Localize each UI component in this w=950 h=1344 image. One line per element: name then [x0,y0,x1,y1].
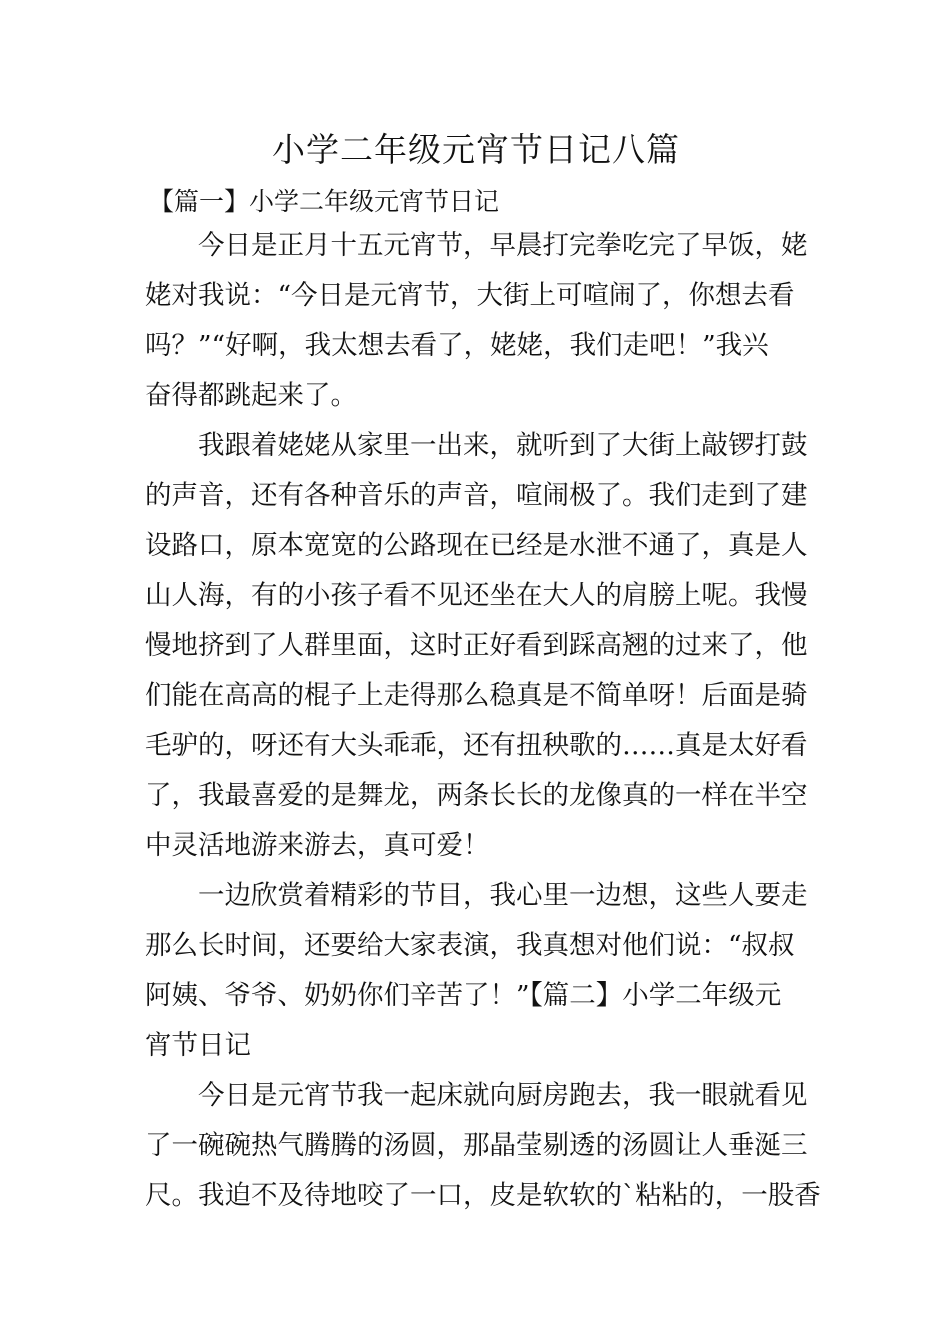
paragraph-line: 我跟着姥姥从家里一出来，就听到了大街上敲锣打鼓 [198,430,808,461]
document-page [145,118,821,1221]
paragraph-line: 宵节日记 [145,1030,251,1061]
body-paragraph [145,221,807,421]
paragraph-line: 们能在高高的棍子上走得那么稳真是不简单呀！后面是骑 [145,680,808,711]
paragraph-line: 了一碗碗热气腾腾的汤圆，那晶莹剔透的汤圆让人垂涎三 [145,1130,808,1161]
paragraph-line: 了，我最喜爱的是舞龙，两条长长的龙像真的一样在半空 [145,780,808,811]
paragraph-line: 吗？”“好啊，我太想去看了，姥姥，我们走吧！”我兴 [145,330,769,361]
section-heading: 【篇一】小学二年级元宵节日记 [149,187,500,216]
paragraph-line: 设路口，原本宽宽的公路现在已经是水泄不通了，真是人 [145,530,808,561]
body-paragraph [145,421,807,871]
paragraph-line: 山人海，有的小孩子看不见还坐在大人的肩膀上呢。我慢 [145,580,808,611]
paragraph-line: 毛驴的，呀还有大头乖乖，还有扭秧歌的……真是太好看 [145,730,808,761]
paragraph-line: 的声音，还有各种音乐的声音，喧闹极了。我们走到了建 [145,480,808,511]
paragraph-line: 那么长时间，还要给大家表演，我真想对他们说：“叔叔 [145,930,795,961]
paragraph-line: 阿姨、爷爷、奶奶你们辛苦了！”【篇二】小学二年级元 [145,980,782,1011]
paragraph-line: 一边欣赏着精彩的节目，我心里一边想，这些人要走 [198,880,808,911]
paragraph-line: 中灵活地游来游去，真可爱！ [145,830,490,861]
body-paragraph [145,871,807,1071]
paragraph-line: 今日是正月十五元宵节，早晨打完拳吃完了早饭，姥 [198,230,808,261]
paragraph-line: 尺。我迫不及待地咬了一口，皮是软软的`粘粘的，一股香 [145,1180,821,1211]
paragraph-line: 今日是元宵节我一起床就向厨房跑去，我一眼就看见 [198,1080,808,1111]
paragraph-line: 慢地挤到了人群里面，这时正好看到踩高翘的过来了，他 [145,630,808,661]
body-paragraph [145,1071,821,1221]
paragraph-line: 奋得都跳起来了。 [145,380,357,411]
document-title: 小学二年级元宵节日记八篇 [272,130,680,169]
document-body [145,221,821,1221]
paragraph-line: 姥对我说：“今日是元宵节，大街上可喧闹了，你想去看 [145,280,795,311]
